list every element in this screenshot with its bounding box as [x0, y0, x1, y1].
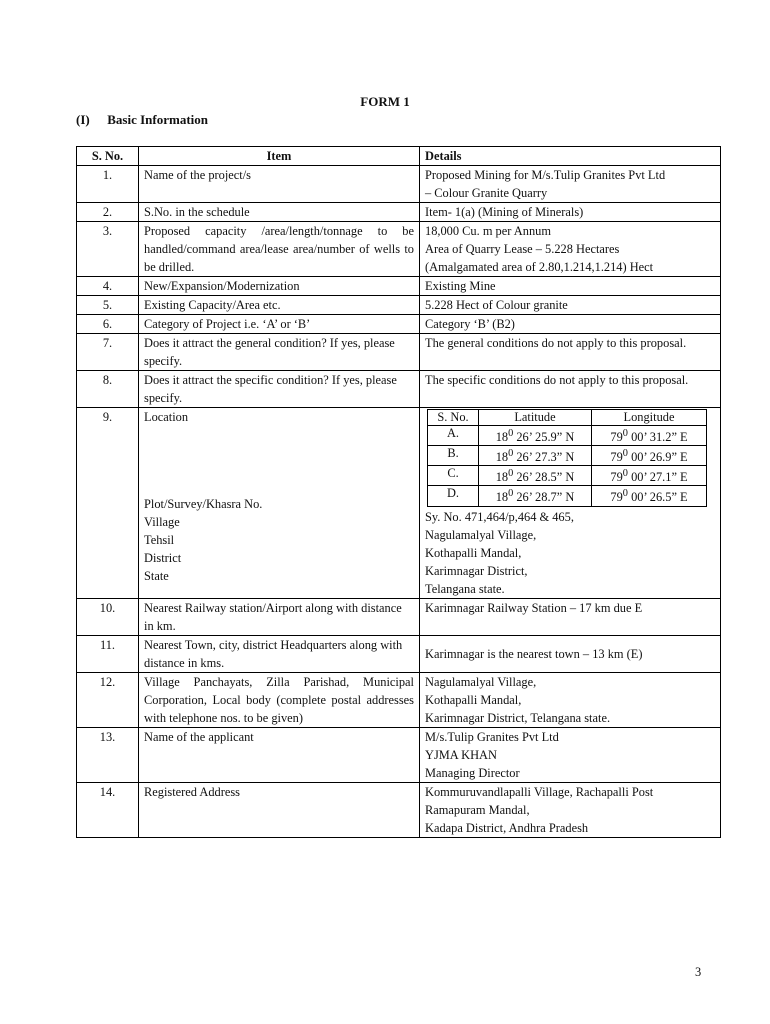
row-item: Nearest Town, city, district Headquarters along with distance in kms.	[139, 635, 420, 672]
coord-header-sno: S. No.	[428, 410, 479, 426]
row-item: Existing Capacity/Area etc.	[139, 296, 420, 315]
details-line: Nagulamalyal Village,	[425, 674, 537, 689]
coordinates-table	[427, 409, 707, 507]
row-sno: 11.	[77, 635, 139, 672]
row-details	[420, 315, 721, 334]
row-sno: 8.	[77, 371, 139, 408]
table-row	[77, 782, 721, 837]
row-sno: 6.	[77, 315, 139, 334]
header-details: Details	[420, 147, 721, 166]
details-line: Kothapalli Mandal,	[425, 692, 522, 707]
row-item: Category of Project i.e. ‘A’ or ‘B’	[139, 315, 420, 334]
row-item: Registered Address	[139, 782, 420, 837]
coord-header-latitude: Latitude	[479, 410, 592, 426]
table-row	[77, 222, 721, 277]
row-sno: 2.	[77, 203, 139, 222]
row-sno: 12.	[77, 672, 139, 727]
details-line: Proposed Mining for M/s.Tulip Granites Pvt Ltd	[425, 168, 666, 182]
coordinates-header	[428, 410, 707, 426]
row-details	[420, 371, 721, 408]
table-row	[77, 598, 721, 635]
state-label: State	[144, 569, 169, 583]
row-item: Proposed capacity /area/length/tonnage to be handled/command area/lease area/number of wells to be drilled.	[139, 222, 420, 277]
details-line: Karimnagar Railway Station – 17 km due E	[425, 600, 643, 615]
details-line: Existing Mine	[425, 279, 496, 293]
coord-longitude: $79^0$ 00’ 31.2” E	[592, 426, 707, 446]
form-title: FORM 1	[360, 94, 410, 109]
row-details	[420, 334, 721, 371]
coord-latitude: $18^0$ 26’ 28.5” N	[479, 466, 592, 486]
row-sno: 4.	[77, 277, 139, 296]
table-row	[77, 727, 721, 782]
details-line: Managing Director	[425, 765, 520, 780]
row-details	[420, 635, 721, 672]
table-row	[77, 277, 721, 296]
coord-latitude: $18^0$ 26’ 27.3” N	[479, 446, 592, 466]
coordinate-row	[428, 486, 707, 506]
table-row	[77, 203, 721, 222]
plot-label: Plot/Survey/Khasra No.	[144, 497, 263, 511]
location-labels	[144, 495, 414, 585]
village-value: Nagulamalyal Village,	[425, 527, 537, 542]
coord-sno: A.	[428, 426, 479, 446]
row-details	[420, 203, 721, 222]
coord-longitude: $79^0$ 00’ 26.9” E	[592, 446, 707, 466]
tehsil-value: Kothapalli Mandal,	[425, 545, 522, 560]
row-item: Name of the applicant	[139, 727, 420, 782]
row-sno: 10.	[77, 598, 139, 635]
details-line: – Colour Granite Quarry	[425, 186, 548, 200]
row-sno: 9.	[77, 408, 139, 599]
coord-header-longitude: Longitude	[592, 410, 707, 426]
header-sno: S. No.	[77, 147, 139, 166]
details-line: (Amalgamated area of 2.80,1.214,1.214) Hect	[425, 260, 654, 274]
row-details	[420, 408, 721, 599]
section-title: Basic Information	[107, 112, 208, 127]
row-details	[420, 782, 721, 837]
section-heading	[76, 112, 208, 128]
coord-longitude: $79^0$ 00’ 26.5” E	[592, 486, 707, 506]
section-number: (I)	[76, 112, 90, 127]
details-line: 5.228 Hect of Colour granite	[425, 298, 568, 312]
coord-sno: C.	[428, 466, 479, 486]
details-line: Area of Quarry Lease – 5.228 Hectares	[425, 242, 620, 256]
header-row	[77, 147, 721, 166]
coord-latitude: $18^0$ 26’ 25.9” N	[479, 426, 592, 446]
plot-value: Sy. No. 471,464/p,464 & 465,	[425, 509, 574, 524]
table-row	[77, 408, 721, 599]
row-sno: 5.	[77, 296, 139, 315]
district-label: District	[144, 551, 182, 565]
details-line: Kadapa District, Andhra Pradesh	[425, 820, 589, 835]
coord-sno: B.	[428, 446, 479, 466]
row-item: New/Expansion/Modernization	[139, 277, 420, 296]
table-row	[77, 334, 721, 371]
coord-longitude: $79^0$ 00’ 27.1” E	[592, 466, 707, 486]
table-row	[77, 166, 721, 203]
details-line: Kommuruvandlapalli Village, Rachapalli Post	[425, 784, 654, 799]
coord-latitude: $18^0$ 26’ 28.7” N	[479, 486, 592, 506]
details-line: Category ‘B’ (B2)	[425, 317, 515, 331]
row-item: Does it attract the specific condition? If yes, please specify.	[139, 371, 420, 408]
district-value: Karimnagar District,	[425, 563, 528, 578]
details-line: The general conditions do not apply to this proposal.	[425, 336, 687, 350]
row-details	[420, 296, 721, 315]
row-sno: 1.	[77, 166, 139, 203]
row-details	[420, 166, 721, 203]
row-sno: 7.	[77, 334, 139, 371]
row-details	[420, 727, 721, 782]
row-item: Village Panchayats, Zilla Parishad, Municipal Corporation, Local body (complete postal addresses with telephone nos. to be given)	[139, 672, 420, 727]
table-row	[77, 315, 721, 334]
details-line: Ramapuram Mandal,	[425, 802, 530, 817]
village-label: Village	[144, 515, 180, 529]
details-line: Karimnagar District, Telangana state.	[425, 710, 611, 725]
page-number: 3	[695, 965, 702, 979]
row-details	[420, 598, 721, 635]
details-line: 18,000 Cu. m per Annum	[425, 224, 551, 238]
coordinate-row	[428, 426, 707, 446]
row-details	[420, 222, 721, 277]
basic-information-table	[76, 146, 721, 838]
row-sno: 3.	[77, 222, 139, 277]
coordinate-row	[428, 466, 707, 486]
details-line: The specific conditions do not apply to this proposal.	[425, 373, 689, 387]
row-details	[420, 672, 721, 727]
details-line: Item- 1(a) (Mining of Minerals)	[425, 205, 584, 219]
coordinate-row	[428, 446, 707, 466]
tehsil-label: Tehsil	[144, 533, 175, 547]
row-sno: 13.	[77, 727, 139, 782]
table-row	[77, 635, 721, 672]
row-item	[139, 408, 420, 599]
row-sno: 14.	[77, 782, 139, 837]
details-line: Karimnagar is the nearest town – 13 km (E)	[425, 646, 643, 661]
location-label: Location	[144, 410, 189, 424]
details-line: YJMA KHAN	[425, 747, 497, 762]
header-item: Item	[139, 147, 420, 166]
state-value: Telangana state.	[425, 581, 505, 596]
coord-sno: D.	[428, 486, 479, 506]
table-row	[77, 672, 721, 727]
table-row	[77, 296, 721, 315]
row-item: S.No. in the schedule	[139, 203, 420, 222]
row-item: Does it attract the general condition? If yes, please specify.	[139, 334, 420, 371]
row-details	[420, 277, 721, 296]
table-row	[77, 371, 721, 408]
details-line: M/s.Tulip Granites Pvt Ltd	[425, 729, 559, 744]
row-item: Nearest Railway station/Airport along with distance in km.	[139, 598, 420, 635]
row-item: Name of the project/s	[139, 166, 420, 203]
